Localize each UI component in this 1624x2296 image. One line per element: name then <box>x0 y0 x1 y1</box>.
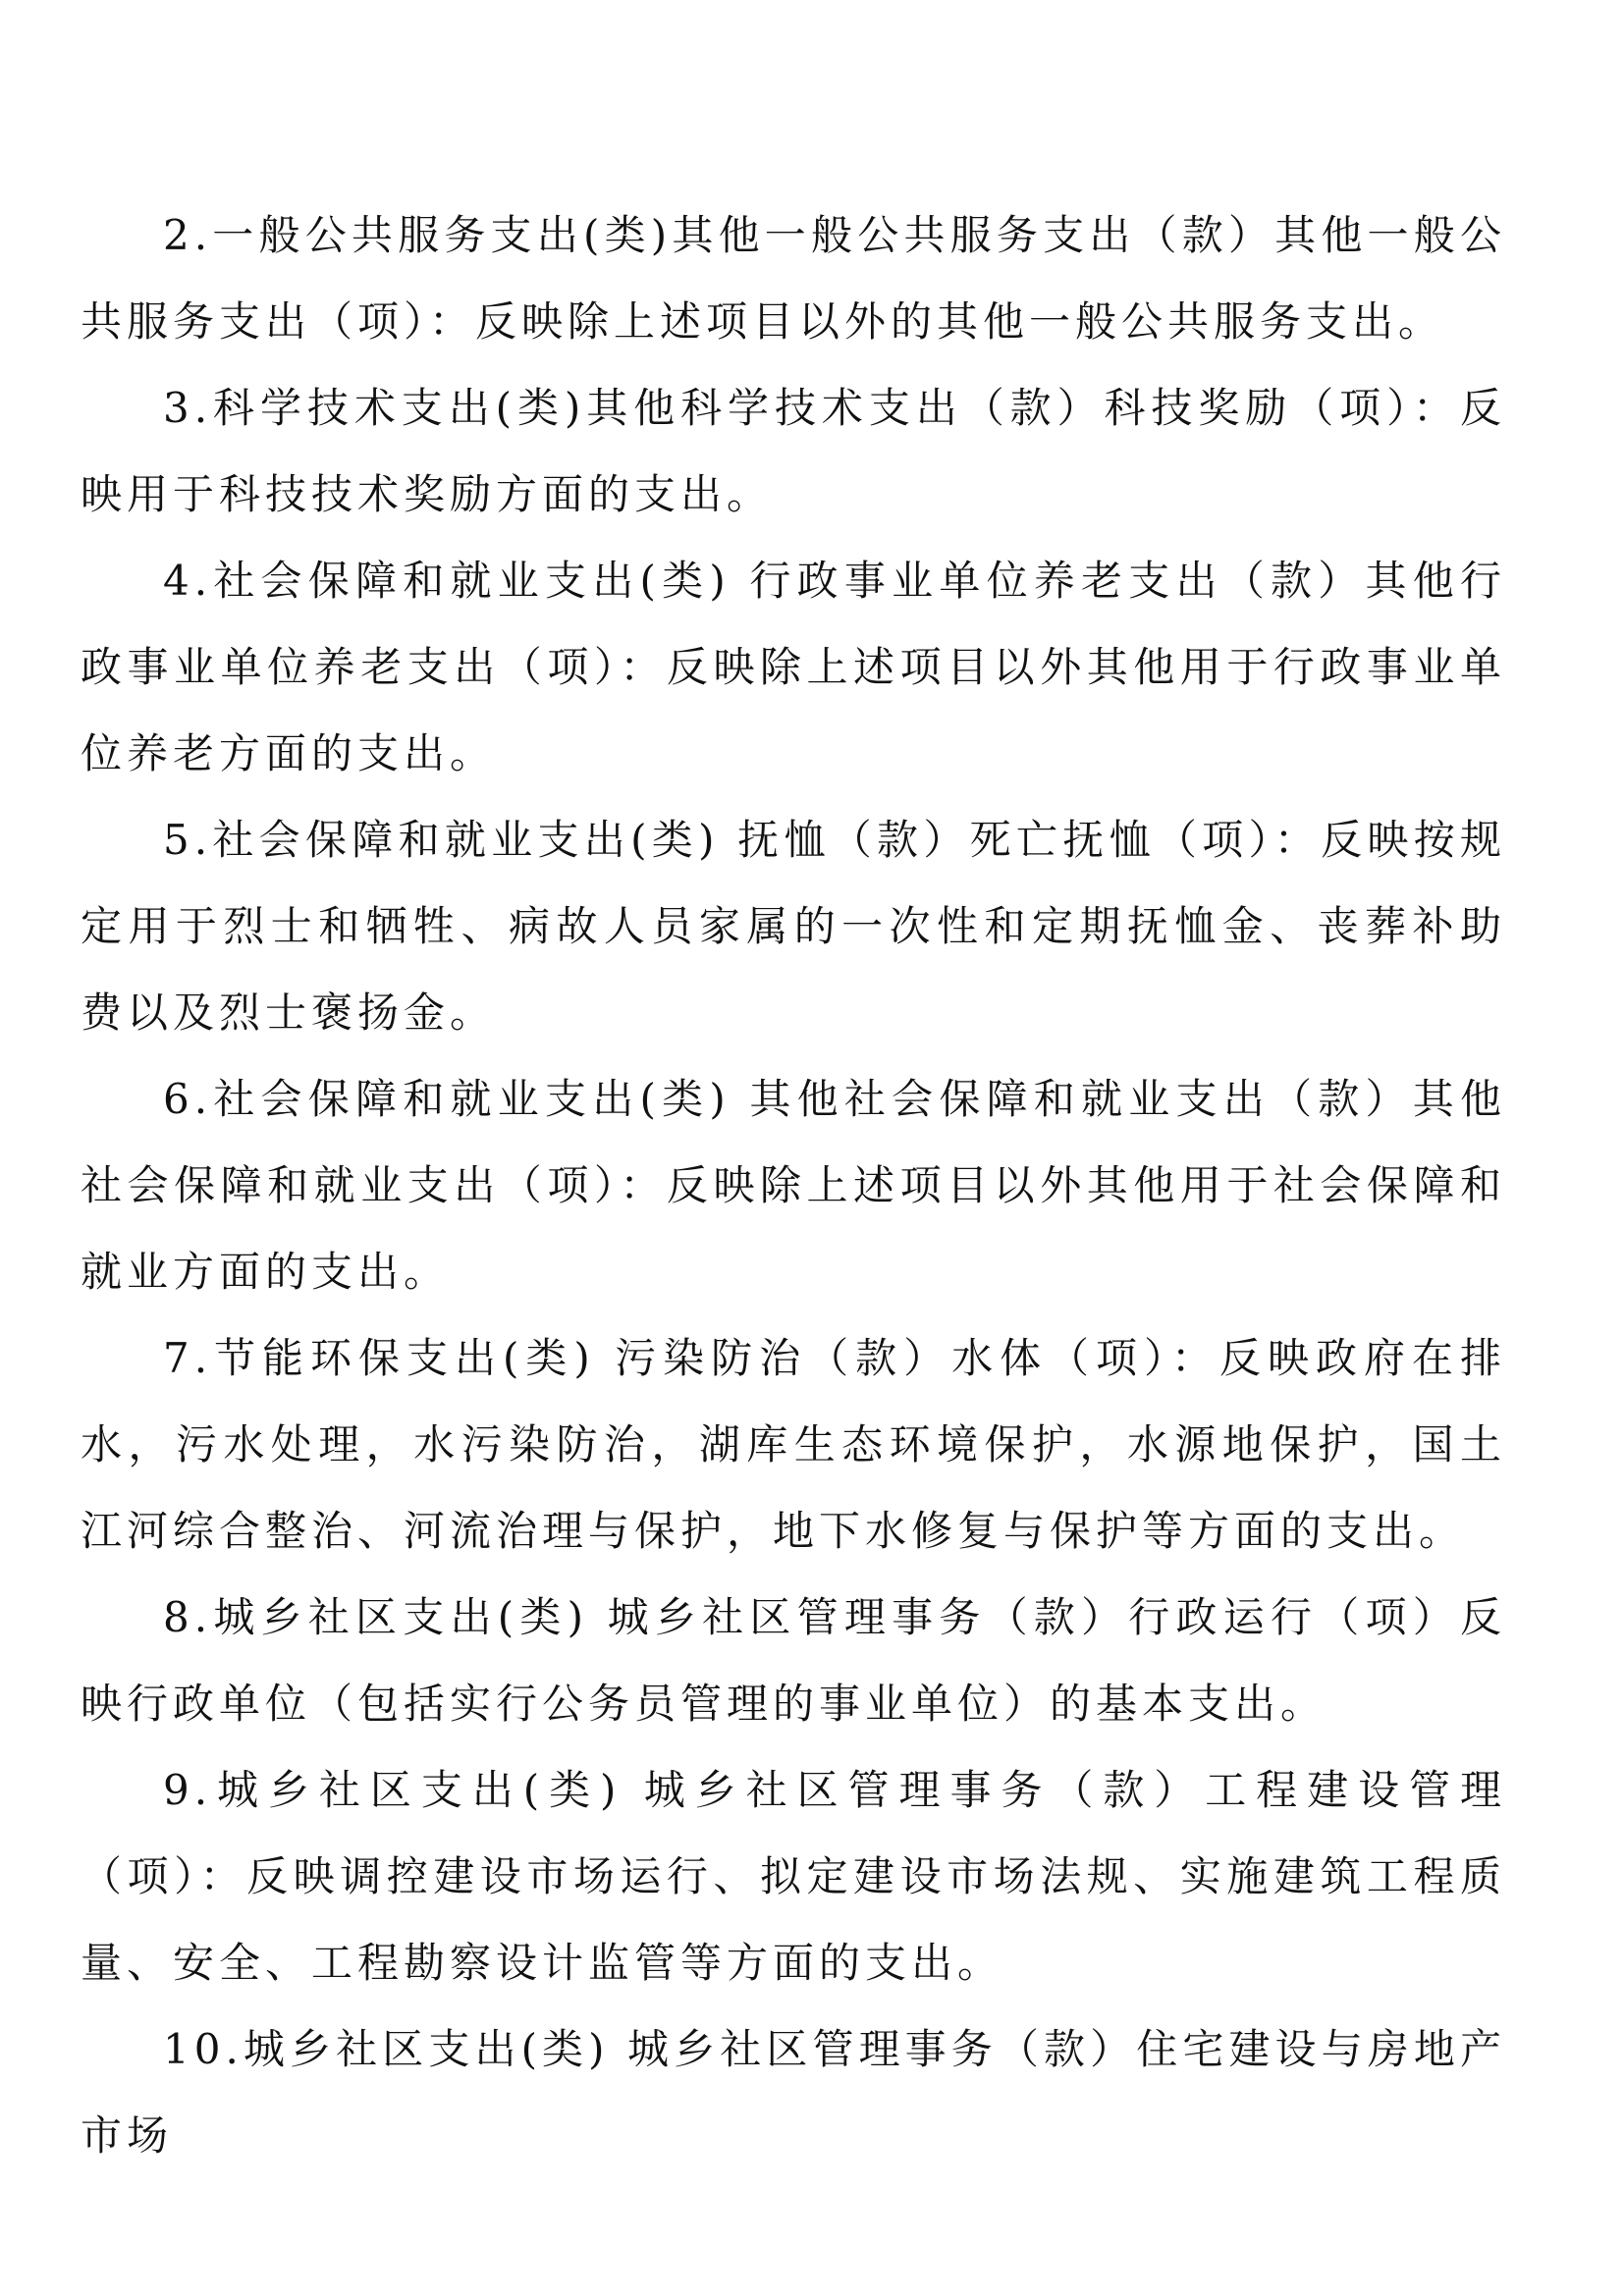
paragraph-item-4: 4.社会保障和就业支出(类) 行政事业单位养老支出（款）其他行政事业单位养老支出（项）：反映除上述项目以外其他用于行政事业单位养老方面的支出。 <box>81 557 1506 777</box>
paragraph-item-7: 7.节能环保支出(类) 污染防治（款）水体（项）：反映政府在排水，污水处理，水污染防治，湖库生态环境保护，水源地保护，国土江河综合整治、河流治理与保护，地下水修复与保护等方面的支出。 <box>81 1334 1506 1555</box>
paragraph-item-8: 8.城乡社区支出(类) 城乡社区管理事务（款）行政运行（项）反映行政单位（包括实行公务员管理的事业单位）的基本支出。 <box>81 1593 1506 1728</box>
document-body <box>81 192 1506 2179</box>
paragraph-item-10: 10.城乡社区支出(类) 城乡社区管理事务（款）住宅建设与房地产市场 <box>81 2025 1506 2160</box>
paragraph-item-5: 5.社会保障和就业支出(类) 抚恤（款）死亡抚恤（项）：反映按规定用于烈士和牺牲、病故人员家属的一次性和定期抚恤金、丧葬补助费以及烈士褒扬金。 <box>81 816 1506 1037</box>
paragraph-item-3: 3.科学技术支出(类)其他科学技术支出（款）科技奖励（项）：反映用于科技技术奖励方面的支出。 <box>81 384 1506 518</box>
paragraph-item-2: 2.一般公共服务支出(类)其他一般公共服务支出（款）其他一般公共服务支出（项）：反映除上述项目以外的其他一般公共服务支出。 <box>81 211 1506 346</box>
paragraph-item-6: 6.社会保障和就业支出(类) 其他社会保障和就业支出（款）其他社会保障和就业支出（项）：反映除上述项目以外其他用于社会保障和就业方面的支出。 <box>81 1075 1506 1296</box>
paragraph-item-9: 9.城乡社区支出(类) 城乡社区管理事务（款）工程建设管理（项）：反映调控建设市场运行、拟定建设市场法规、实施建筑工程质量、安全、工程勘察设计监管等方面的支出。 <box>81 1766 1506 1987</box>
